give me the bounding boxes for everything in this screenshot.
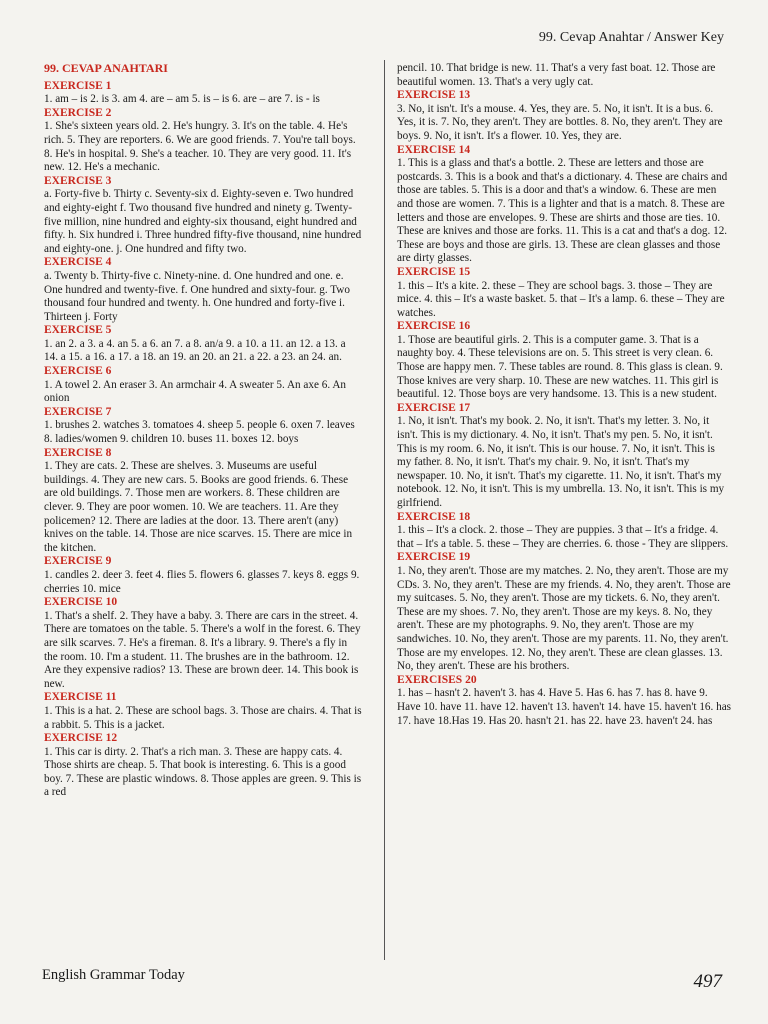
exercise-answers: 3. No, it isn't. It's a mouse. 4. Yes, they are. 5. No, it isn't. It is a bus. 6. Yes, it is. 7. No, they aren't. They are bottles. 8. No, they aren't. They are boys. 9. No, it isn't. It's a flower. 10. Yes, they are. — [397, 102, 723, 142]
exercise-block — [44, 691, 362, 732]
exercise-block — [44, 324, 362, 365]
exercise-answers: 1. this – It's a kite. 2. these – They are school bags. 3. those – They are mice. 4. this – It's a waste basket. 5. that – It's a lamp. 6. these – They are watches. — [397, 279, 725, 319]
exercise-block — [44, 107, 362, 175]
exercise-answers: 1. No, it isn't. That's my book. 2. No, it isn't. That's my letter. 3. No, it isn't. This is my dictionary. 4. No, it isn't. That's my pen. 5. No, it isn't. This is my room. 6. No, it isn't. This is our house. 7. No, it isn't. This is my father. 8. No, it isn't. That's my chair. 9. No, it isn't. That's my newspaper. 10. No, it isn't. That's my cigarette. 11. No, it isn't. That's my notebook. 12. No, it isn't. This is my umbrella. 13. No, it isn't. This is my girlfriend. — [397, 415, 725, 509]
exercise-answers: 1. Those are beautiful girls. 2. This is a computer game. 3. That is a naughty boy. 4. These televisions are on. 5. This street is very clean. 6. Those are happy men. 7. These tables are round. 8. This glass is clean. 9. Those knives are very sharp. 10. These are new watches. 11. This girl is beautiful. 12. Those boys are very handsome. 13. This is a new student. — [397, 333, 723, 401]
exercise-block — [44, 596, 362, 691]
page-number: 497 — [693, 971, 722, 992]
exercise-block — [397, 89, 731, 143]
exercise-answers: 1. This car is dirty. 2. That's a rich man. 3. These are happy cats. 4. Those shirts are cheap. 5. That book is interesting. 6. This is a good boy. 7. These are plastic windows. 8. Those apples are green. 9. This is a red — [44, 745, 362, 799]
exercise-title: EXERCISE 6 — [44, 365, 112, 378]
exercise-title: EXERCISE 11 — [44, 691, 117, 704]
exercise-block — [44, 555, 362, 596]
exercise-answers: 1. She's sixteen years old. 2. He's hungry. 3. It's on the table. 4. He's rich. 5. They are reporters. 6. We are good friends. 7. You're tall boys. 8. He's in hospital. 9. She's a teacher. 10. They are very good. 11. It's new. 12. He's a mechanic. — [44, 120, 356, 174]
left-column — [44, 62, 362, 800]
exercise-block — [44, 80, 362, 107]
exercise-title: EXERCISE 17 — [397, 401, 471, 414]
exercise-answers: 1. an 2. a 3. a 4. an 5. a 6. an 7. a 8. an/a 9. a 10. a 11. an 12. a 13. a 14. a 15. a 16. a 17. a 18. an 19. an 20. an 21. a 22. a 23. an 24. an. — [44, 337, 346, 364]
exercise-block — [397, 511, 731, 552]
exercise-answers: 1. brushes 2. watches 3. tomatoes 4. sheep 5. people 6. oxen 7. leaves 8. ladies/women 9. children 10. buses 11. boxes 12. boys — [44, 419, 355, 446]
exercise-block — [397, 320, 731, 402]
exercise-block — [397, 144, 731, 266]
exercise-block — [44, 406, 362, 447]
continued-answer-text: pencil. 10. That bridge is new. 11. That's a very fast boat. 12. Those are beautiful women. 13. That's a very ugly cat. — [397, 62, 716, 88]
exercise-block — [397, 551, 731, 673]
exercise-title: EXERCISE 7 — [44, 405, 112, 418]
exercise-answers: 1. No, they aren't. Those are my matches. 2. No, they aren't. Those are my CDs. 3. No, they aren't. These are my friends. 4. No, they aren't. Those are my suitcases. 5. No, they aren't. Those are my tickets. 6. No, they aren't. These are my shoes. 7. No, they aren't. Those are my keys. 8. No, they aren't. These are my photographs. 9. No, they aren't. Those are my sandwiches. 10. No, they aren't. Those are my parents. 11. No, they aren't. Those are my envelopes. 12. No, they aren't. These are clean glasses. 13. No, they aren't. These are his brothers. — [397, 564, 731, 673]
exercise-block — [44, 256, 362, 324]
answer-key-heading: 99. CEVAP ANAHTARI — [44, 61, 168, 75]
exercise-block — [397, 674, 731, 728]
exercise-answers: a. Twenty b. Thirty-five c. Ninety-nine. d. One hundred and one. e. One hundred and twenty-five. f. One hundred and sixty-four. g. Two thousand four hundred and twenty. h. One hundred and forty-five i. Thirteen j. Forty — [44, 269, 350, 323]
exercise-title: EXERCISE 4 — [44, 256, 112, 269]
column-divider — [384, 60, 385, 960]
exercise-title: EXERCISE 8 — [44, 446, 112, 459]
exercise-title: EXERCISE 14 — [397, 143, 471, 156]
exercise-answers: 1. has – hasn't 2. haven't 3. has 4. Have 5. Has 6. has 7. has 8. have 9. Have 10. have 11. have 12. haven't 13. haven't 14. have 15. haven't 16. has 17. have 18.Has 19. Has 20. hasn't 21. has 22. have 23. haven't 24. has — [397, 687, 732, 727]
exercise-answers: 1. That's a shelf. 2. They have a baby. 3. There are cars in the street. 4. There are tomatoes on the table. 5. There's a wolf in the forest. 6. They are silk scarves. 7. He's a fireman. 8. It's a library. 9. There's a fly in the room. 10. I'm a student. 11. The brushes are in the bathroom. 12. Are they expensive radios? 13. These are brown deer. 14. This book is new. — [44, 609, 361, 690]
right-column — [397, 62, 731, 728]
exercise-answers: 1. This is a hat. 2. These are school bags. 3. Those are chairs. 4. That is a rabbit. 5. This is a jacket. — [44, 704, 362, 731]
exercise-answers: a. Forty-five b. Thirty c. Seventy-six d. Eighty-seven e. Two hundred and eighty-eight f. Two thousand five hundred and ninety g. Twenty-five million, nine hundred and eighty-six thousand, eight hundred and fifty. h. Six hundred i. Three hundred fifty-five thousand, nine hundred and eighty-one. j. One hundred and fifty two. — [44, 188, 362, 255]
exercise-block — [44, 447, 362, 556]
exercise-block — [397, 402, 731, 511]
exercise-title: EXERCISE 5 — [44, 324, 112, 337]
exercise-answers: 1. this – It's a clock. 2. those – They are puppies. 3 that – It's a fridge. 4. that – It's a table. 5. these – They are cherries. 6. those - They are slippers. — [397, 524, 729, 550]
exercise-title: EXERCISE 15 — [397, 265, 471, 278]
exercise-title: EXERCISES 20 — [397, 673, 477, 686]
left-exercise-list — [44, 80, 362, 800]
exercise-title: EXERCISE 9 — [44, 555, 112, 568]
exercise-title: EXERCISE 2 — [44, 106, 112, 119]
exercise-answers: 1. This is a glass and that's a bottle. 2. These are letters and those are postcards. 3. This is a book and that's a dictionary. 4. These are chairs and those are tables. 5. This is a door and that's a window. 6. These are men and those are women. 7. This is a lighter and that is a match. 8. These are letters and those are envelopes. 9. These are shirts and those are ties. 10. These are knives and those are forks. 11. This is a cat and that's a dog. 12. These are boys and those are girls. 13. These are clean glasses and those are dirty glasses. — [397, 157, 728, 265]
book-title: English Grammar Today — [42, 967, 185, 983]
exercise-answers: 1. A towel 2. An eraser 3. An armchair 4. A sweater 5. An axe 6. An onion — [44, 378, 346, 405]
exercise-title: EXERCISE 16 — [397, 320, 471, 333]
exercise-answers: 1. They are cats. 2. These are shelves. 3. Museums are useful buildings. 4. They are new cars. 5. Books are good friends. 6. These are old buildings. 7. Those men are workers. 8. These children are clever. 9. They are poor women. 10. We are teachers. 11. Are they policemen? 12. There are ladies at the door. 13. There aren't (any) knives on the table. 14. Those are nice scarves. 15. There are mice in the kitchen. — [44, 460, 353, 554]
exercise-title: EXERCISE 12 — [44, 732, 118, 745]
exercise-block — [397, 266, 731, 320]
exercise-title: EXERCISE 3 — [44, 174, 112, 187]
exercise-title: EXERCISE 13 — [397, 89, 471, 102]
exercise-block — [44, 175, 362, 257]
exercise-title: EXERCISE 19 — [397, 551, 471, 564]
exercise-title: EXERCISE 10 — [44, 596, 118, 609]
exercise-title: EXERCISE 1 — [44, 79, 112, 92]
exercise-block — [44, 732, 362, 800]
running-header: 99. Cevap Anahtar / Answer Key — [538, 30, 724, 45]
right-exercise-list — [397, 89, 731, 728]
exercise-block — [44, 365, 362, 406]
exercise-title: EXERCISE 18 — [397, 510, 471, 523]
exercise-answers: 1. candles 2. deer 3. feet 4. flies 5. flowers 6. glasses 7. keys 8. eggs 9. cherries 10. mice — [44, 568, 360, 595]
exercise-answers: 1. am – is 2. is 3. am 4. are – am 5. is – is 6. are – are 7. is - is — [44, 93, 320, 106]
